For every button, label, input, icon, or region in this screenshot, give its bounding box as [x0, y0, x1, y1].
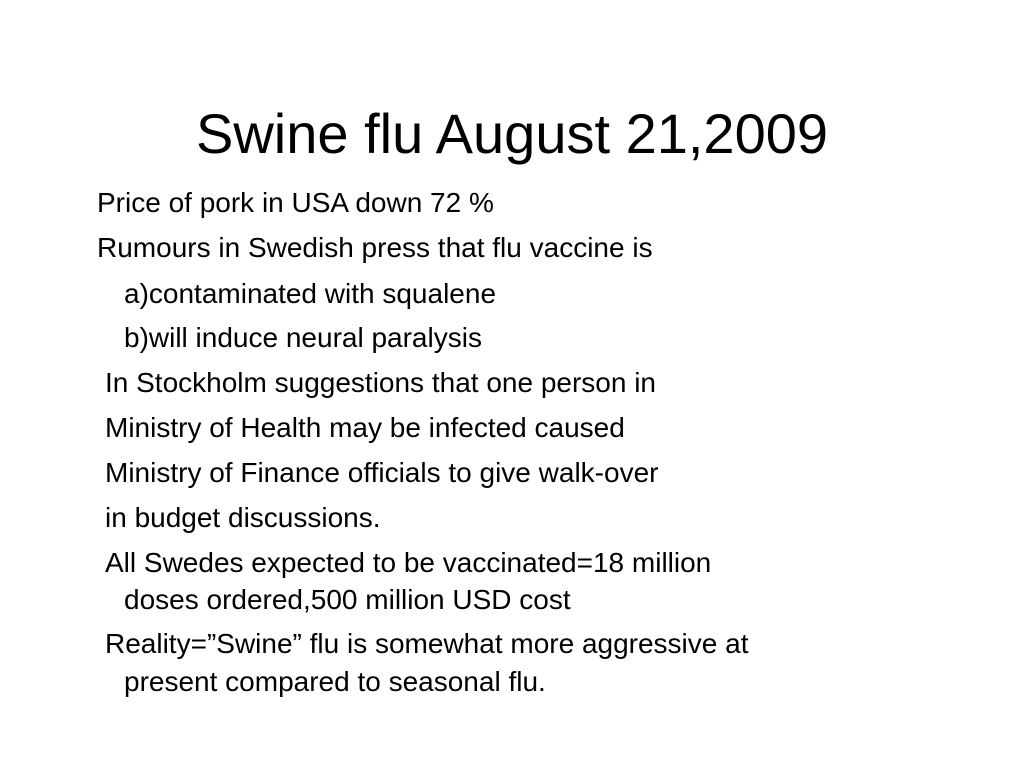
slide-title: Swine flu August 21,2009: [195, 102, 829, 165]
bullet-rumours: Rumours in Swedish press that flu vaccine is: [97, 232, 653, 263]
text-ministry-finance: Ministry of Finance officials to give walk-over: [105, 457, 659, 488]
bullet-vaccination-cont: doses ordered,500 million USD cost: [124, 584, 571, 615]
bullet-stockholm: In Stockholm suggestions that one person in: [105, 367, 657, 398]
bullet-reality-cont: present compared to seasonal flu.: [124, 666, 546, 697]
bullet-pork-price: Price of pork in USA down 72 %: [97, 187, 494, 218]
bullet-reality: Reality=”Swine” flu is somewhat more aggressive at: [105, 628, 749, 659]
sub-item-paralysis: b)will induce neural paralysis: [124, 322, 482, 353]
bullet-vaccination: All Swedes expected to be vaccinated=18 million: [105, 547, 712, 578]
sub-item-contaminated: a)contaminated with squalene: [124, 278, 497, 309]
text-ministry-health: Ministry of Health may be infected caused: [105, 412, 625, 443]
text-budget: in budget discussions.: [105, 502, 381, 533]
